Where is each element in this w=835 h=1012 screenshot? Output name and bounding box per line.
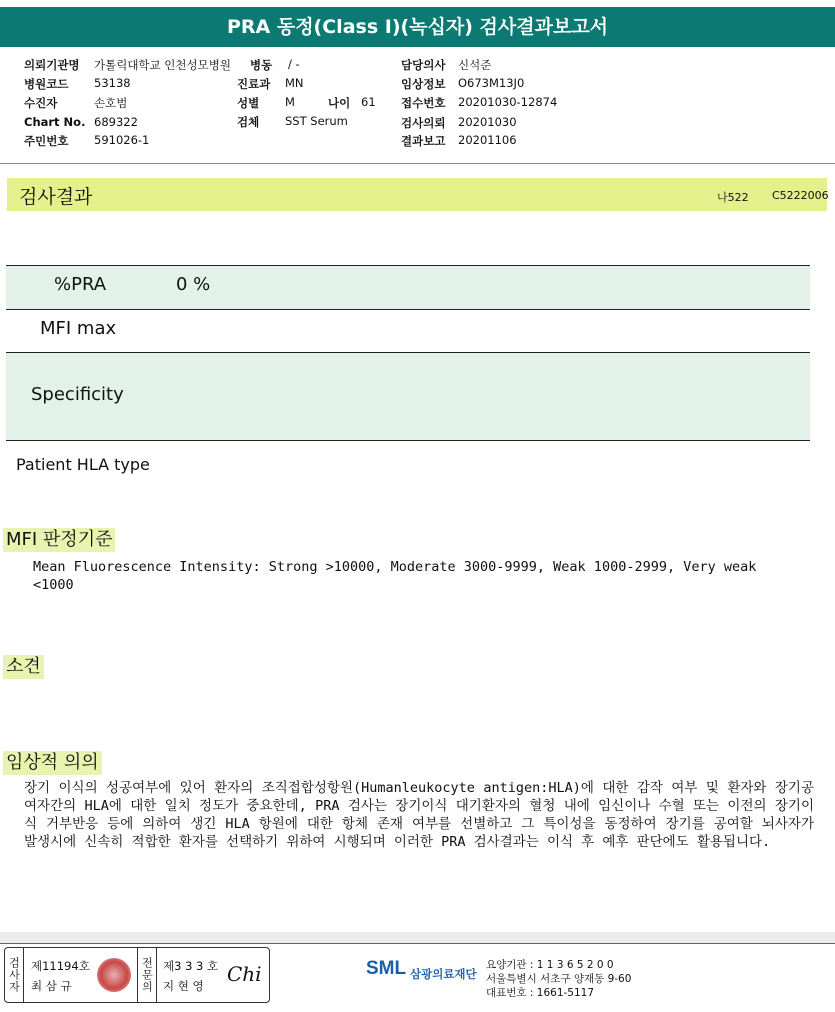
report-title: PRA 동정(Class I)(녹십자) 검사결과보고서 (0, 7, 835, 47)
id-value: 591026-1 (94, 133, 150, 147)
ward-label: 병동 (250, 58, 273, 72)
criteria-title: MFI 판정기준 (3, 528, 115, 552)
significance-title: 임상적 의의 (3, 751, 102, 775)
request-value: 20201030 (458, 115, 517, 129)
inst-value: 가톨릭대학교 인천성모병원 (94, 58, 231, 72)
doctor-label: 담당의사 (401, 58, 446, 72)
pra-value: 0 % (176, 274, 211, 295)
patient-label: 수진자 (24, 96, 58, 110)
results-top-line (6, 265, 810, 266)
request-label: 검사의뢰 (401, 116, 446, 130)
org-address: 서울특별시 서초구 양재동 9-60 (486, 973, 632, 985)
section-code1: 나522 (717, 191, 749, 204)
receipt-value: 20201030-12874 (458, 95, 558, 109)
pra-row-line (6, 309, 810, 310)
report-date-label: 결과보고 (401, 134, 446, 148)
clinical-value: O673M13J0 (458, 76, 525, 90)
inst-label: 의뢰기관명 (24, 58, 80, 72)
specialist-no: 제3 3 3 호 (163, 959, 219, 973)
specialist-name: 지 현 영 (163, 979, 204, 993)
hosp-code-value: 53138 (94, 76, 131, 90)
id-label: 주민번호 (24, 134, 69, 148)
specialist-label: 전문의 (137, 948, 157, 1002)
specificity-row-bg (6, 353, 810, 440)
significance-text: 장기 이식의 성공여부에 있어 환자의 조직접합성항원(Humanleukocyte antigen:HLA)에 대한 감작 여부 및 환자와 장기공여자간의 HLA에 대한 일치 정도가 중요한데, PRA 검사는 장기이식 대기환자의 혈청 내에 임신이나 수혈 또는 이전의 장기이식 거부반응 등에 의하여 생긴 HLA 항원에 대한 항체 존재 여부를 선별하고 그 특이성을 동정하여 장기를 공여할 뇌사자가 발생시에 신속히 적합한 환자를 선택하기 위하여 시행되며 이러한 PRA 검사결과는 이식 후 예후 판단에도 활용됩니다. (24, 780, 814, 850)
tester-label: 검사자 (5, 948, 24, 1002)
sml-logo-mark: SML (366, 958, 407, 979)
chart-value: 689322 (94, 115, 138, 129)
section-code2: C5222006 (772, 189, 829, 202)
age-label: 나이 (328, 96, 351, 110)
age-value: 61 (361, 95, 376, 109)
signature-box (4, 947, 270, 1003)
pra-label: %PRA (54, 274, 107, 295)
org-phone: 대표번호 : 1661-5117 (486, 987, 595, 999)
criteria-line1: Mean Fluorescence Intensity: Strong >10000, Moderate 3000-9999, Weak 1000-2999, Very weak (33, 559, 757, 575)
patient-value: 손호범 (94, 96, 128, 110)
tester-name: 최 삼 규 (31, 979, 72, 993)
tester-no: 제11194호 (31, 959, 90, 973)
sex-value: M (285, 95, 295, 109)
sml-logo (366, 958, 477, 981)
clinical-label: 임상정보 (401, 77, 446, 91)
mfi-max-label: MFI max (40, 318, 117, 339)
chart-label: Chart No. (24, 115, 86, 129)
header-divider (0, 163, 835, 164)
opinion-title: 소견 (3, 655, 44, 679)
specimen-value: SST Serum (285, 114, 348, 128)
ward-value: / - (288, 57, 300, 71)
specificity-row-line (6, 440, 810, 441)
dept-value: MN (285, 76, 304, 90)
pra-row-bg (6, 266, 810, 309)
tester-seal (97, 958, 131, 992)
specialist-signature: Chi (227, 962, 262, 986)
report-date-value: 20201106 (458, 133, 517, 147)
receipt-label: 접수번호 (401, 96, 446, 110)
hosp-code-label: 병원코드 (24, 77, 69, 91)
sex-label: 성별 (237, 96, 260, 110)
org-code: 요양기관 : 1 1 3 6 5 2 0 0 (486, 959, 614, 971)
criteria-line2: <1000 (33, 577, 74, 593)
specimen-label: 검체 (237, 115, 260, 129)
patient-hla-label: Patient HLA type (16, 455, 150, 474)
foundation-name: 삼광의료재단 (410, 967, 477, 981)
section-bar (7, 178, 827, 211)
specificity-label: Specificity (31, 384, 124, 405)
dept-label: 진료과 (237, 77, 271, 91)
section-title: 검사결과 (19, 186, 93, 208)
doctor-value: 신석준 (458, 58, 492, 72)
footer-divider (0, 943, 835, 944)
